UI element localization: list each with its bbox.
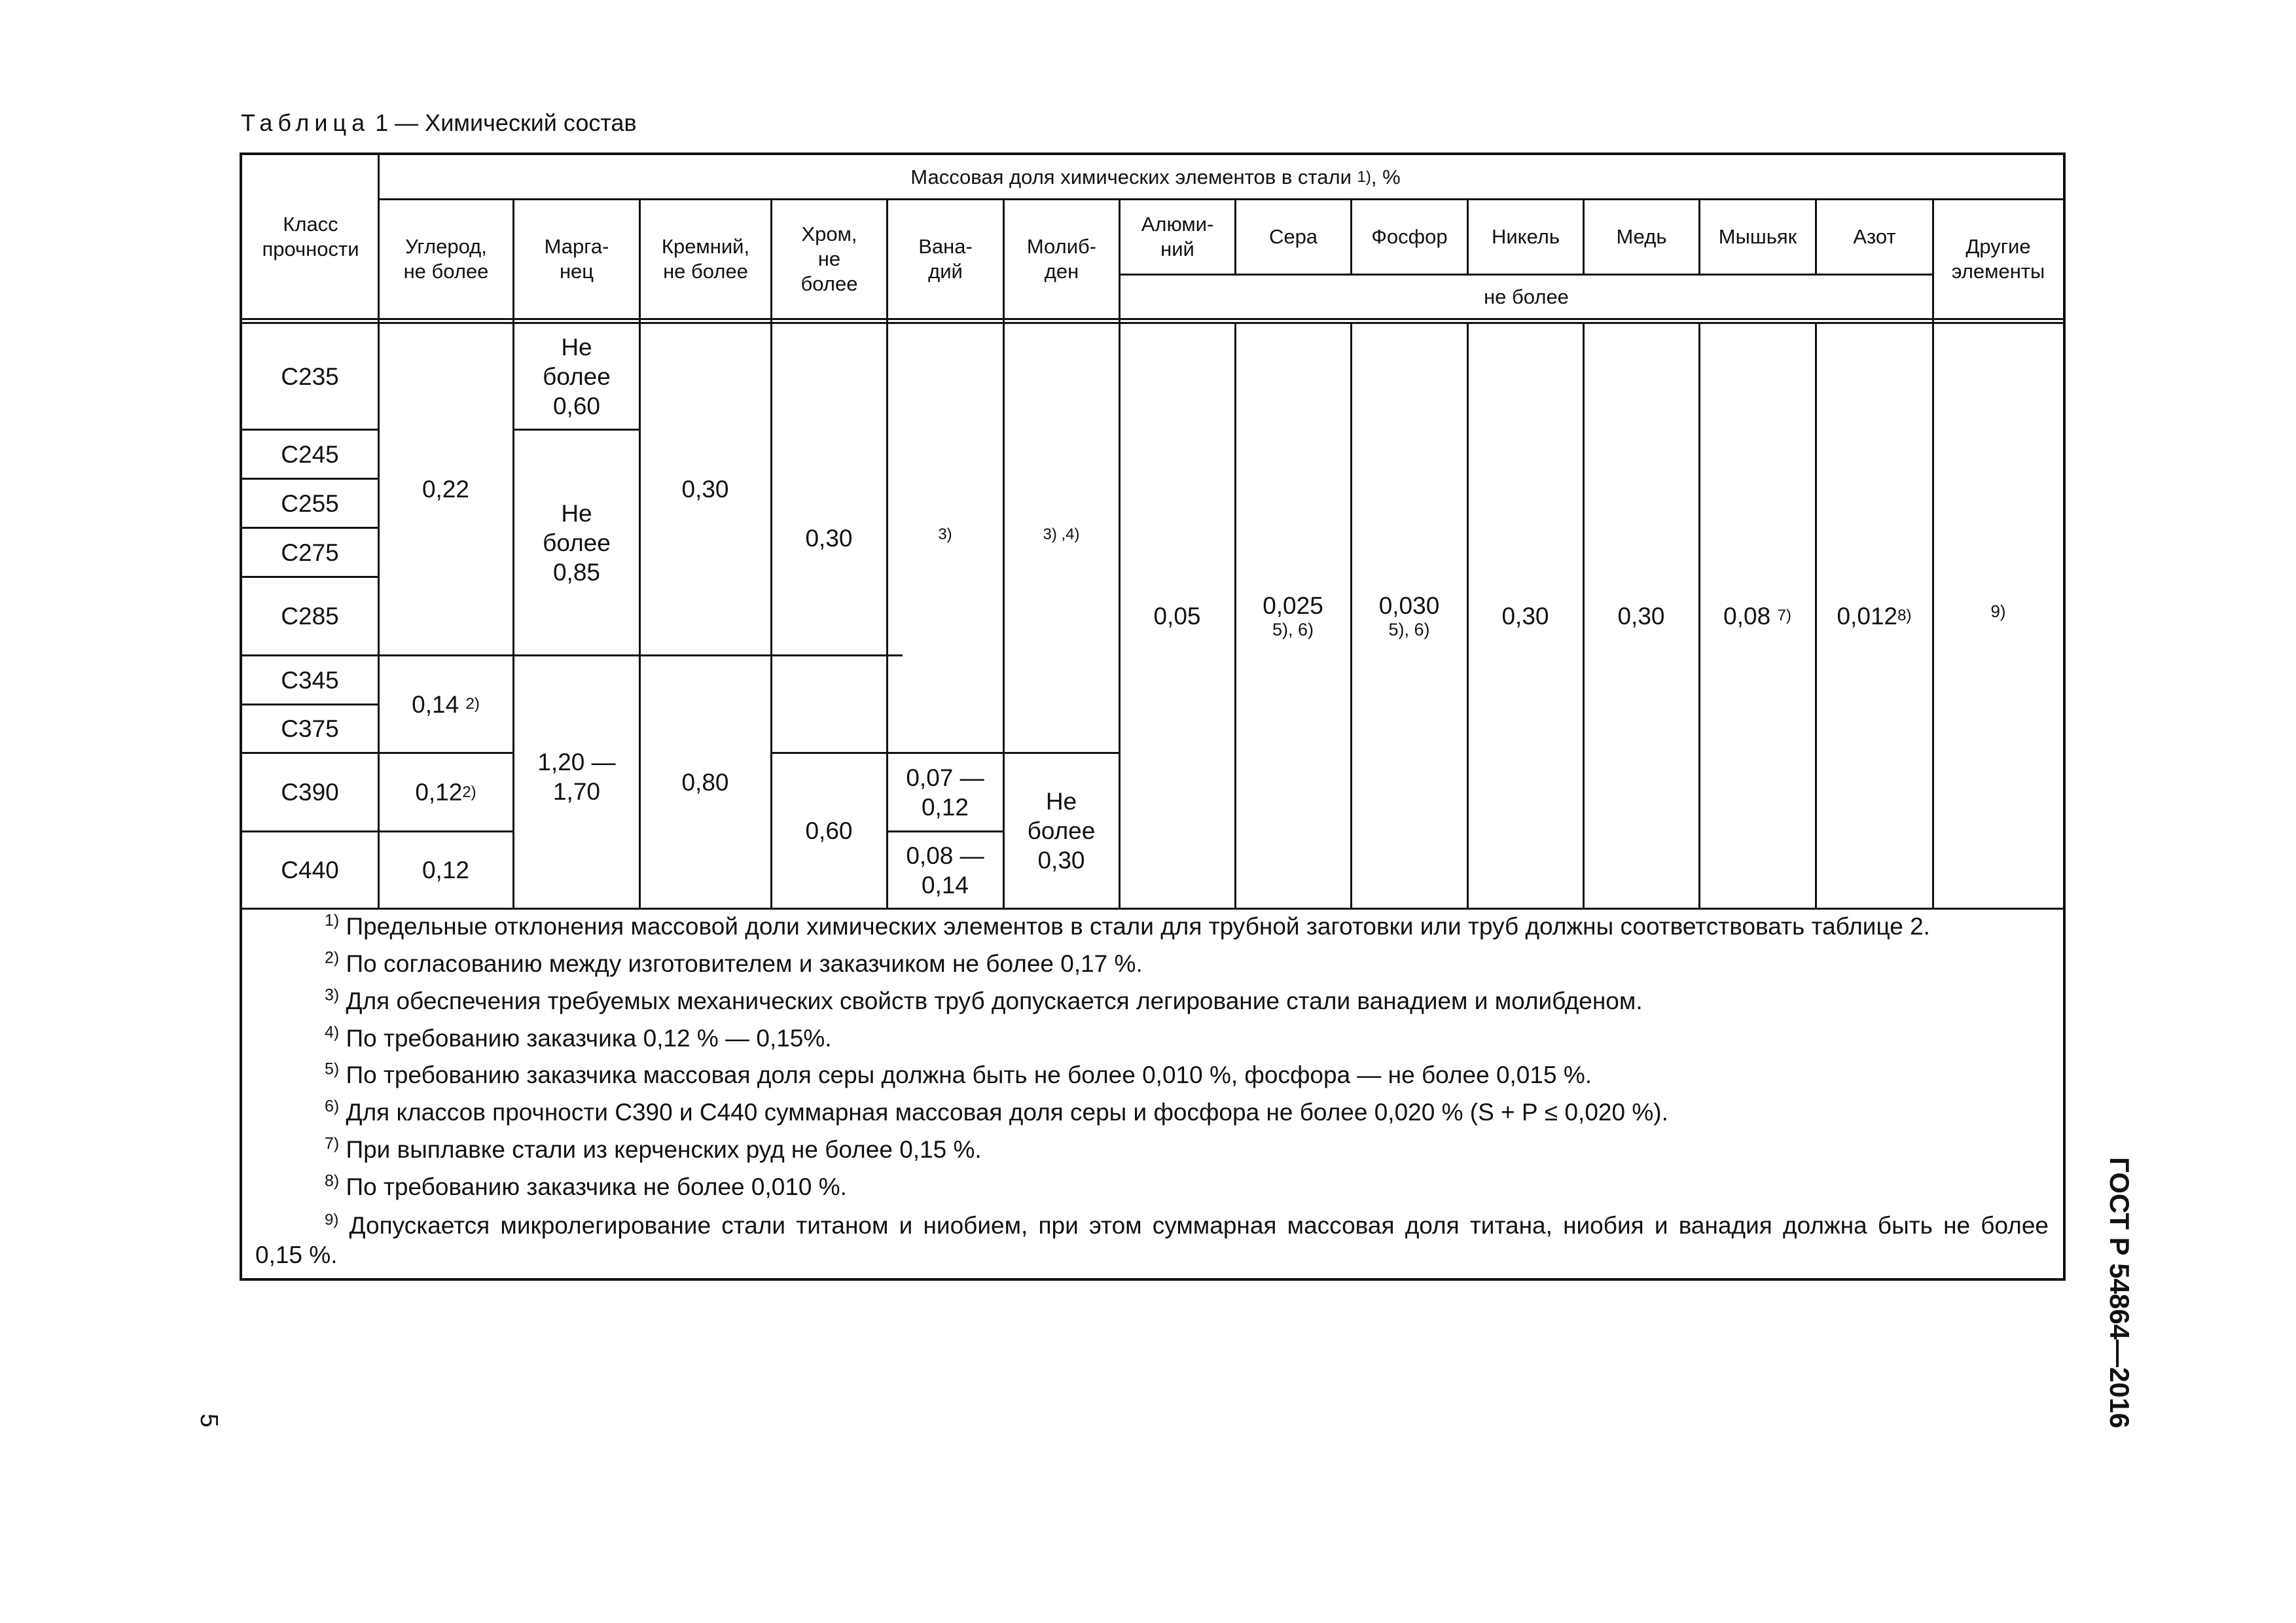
manganese-value: 1,20 — 1,70 [537,749,616,805]
page-number: 5 [195,1414,223,1428]
header-chromium: Хром, не более [800,223,858,295]
footnote-mark: 8) [325,1171,340,1190]
class-cell: С245 [281,440,339,468]
molybdenum-value: 3) ,4) [1043,526,1080,543]
footnote-mark: 1) [325,911,340,930]
sulfur-value [1236,323,1350,908]
header-copper: Медь [1616,225,1667,248]
footnote-mark: 3) [325,986,340,1005]
footnote-continuation: 0,15 %. [255,1241,338,1268]
footnote-text: По требованию заказчика 0,12 % — 0,15%. [346,1025,832,1052]
vanadium-value: 3) [938,526,952,543]
header-molybdenum: Молиб- ден [1026,235,1097,283]
carbon-value: 0,22 [422,476,469,503]
phosphorus-value-text: 0,030 [1378,592,1440,619]
manganese-value: Не более 0,85 [543,499,611,586]
header-carbon: Углерод, не более [403,235,489,283]
carbon-value-text: 0,12 [415,779,463,806]
footnote [325,913,1930,940]
sulfur-value-text: 0,025 [1263,592,1323,619]
header-group-label: Массовая доля химических элементов в стали [910,165,1352,188]
header-strength-class [242,155,379,319]
vanadium-value: 0,08 — 0,14 [906,842,984,899]
footnote [325,988,1643,1015]
header-manganese: Марга- нец [544,235,609,283]
header-aluminium: Алюми- ний [1141,213,1214,260]
table-caption [241,109,637,137]
class-cell: С235 [281,363,339,390]
footnote [325,1136,982,1164]
nickel-value: 0,30 [1501,602,1549,630]
silicon-value: 0,80 [681,768,729,796]
document-designation: ГОСТ Р 54864—2016 [2104,1157,2135,1429]
class-cell: С255 [281,490,339,517]
footnote [255,1211,2049,1241]
class-cell: С375 [281,715,339,742]
carbon-value-text: 0,14 [412,690,459,718]
manganese-value: Не более 0,60 [543,333,611,419]
copper-value: 0,30 [1617,602,1665,630]
footnote [325,950,1143,978]
carbon-value: 0,12 [422,857,469,883]
chromium-value: 0,30 [805,524,853,552]
footnote-text: Для обеспечения требуемых механических свойств труб допускается легирование стали ванадием и молибденом. [346,988,1643,1014]
header-nickel: Никель [1491,225,1560,248]
footnote-mark: 4) [325,1023,340,1042]
header-group-unit: , % [1371,165,1401,188]
footnote-mark: 6) [325,1097,340,1116]
vanadium-value: 0,07 — 0,12 [906,764,984,821]
footnote-mark: 2) [325,948,340,967]
footnote-text: По требованию заказчика не более 0,010 %. [346,1173,847,1200]
header-sulfur: Сера [1268,225,1318,248]
footnote-text: Предельные отклонения массовой доли химических элементов в стали для трубной заготовки или труб должны соответствовать таблице 2. [346,913,1930,940]
class-cell: С440 [281,857,339,883]
footnote-ref: 5), 6) [1272,620,1314,639]
footnote-mark: 5) [325,1060,340,1079]
arsenic-value-text: 0,08 [1723,602,1771,630]
header-other-elements: Другие элементы [1951,235,2045,283]
arsenic-value: 0,08 7) [1723,602,1791,630]
header-group: Массовая доля химических элементов в стали 1) , % [910,165,1401,188]
silicon-value: 0,30 [681,476,729,503]
carbon-value: 0,14 2) [412,690,480,718]
footnote [325,1061,1592,1089]
caption-title: 1 — Химический состав [375,109,637,136]
header-nitrogen: Азот [1853,225,1896,248]
chromium-value: 0,60 [805,817,853,844]
header-strength-class-label: Класс прочности [262,213,359,260]
footnote-text: Для классов прочности С390 и С440 суммарная массовая доля серы и фосфора не более 0,020 % (S + Р ≤ 0,020 %). [346,1099,1668,1126]
footnote [325,1099,1668,1126]
footnote-text: При выплавке стали из керченских руд не более 0,15 %. [346,1136,982,1163]
footnote-mark: 7) [325,1134,340,1153]
header-vanadium: Вана- дий [918,235,973,283]
class-cell: С275 [281,539,339,566]
footnote-text: По требованию заказчика массовая доля серы должна быть не более 0,010 %, фосфора — не более 0,015 %. [346,1061,1592,1088]
header-silicon: Кремний, не более [661,235,750,283]
molybdenum-value: Не более 0,30 [1027,788,1096,874]
header-not-more: не более [1484,285,1569,308]
footnote-ref: 5), 6) [1388,620,1430,639]
aluminium-value: 0,05 [1153,602,1201,630]
header-arsenic: Мышьяк [1718,225,1797,248]
nitrogen-value: 0,012 8) [1837,602,1912,630]
footnote-mark: 9) [325,1211,339,1229]
caption-prefix: Таблица [241,109,370,136]
footnote [325,1173,847,1201]
header-phosphorus: Фосфор [1371,225,1448,248]
nitrogen-value-text: 0,012 [1837,602,1898,630]
class-cell: С285 [281,603,339,630]
footnote-text: По согласованию между изготовителем и заказчиком не более 0,17 %. [346,950,1143,977]
carbon-value: 0,12 2) [415,779,476,806]
phosphorus-value [1352,323,1467,908]
class-cell: С345 [281,666,339,694]
other-elements-value: 9) [1990,601,2006,621]
footnote [325,1025,832,1052]
footnote-text: Допускается микролегирование стали титаном и ниобием, при этом суммарная массовая доля титана, ниобия и ванадия должна быть не более [349,1212,2049,1239]
class-cell: С390 [281,779,339,806]
